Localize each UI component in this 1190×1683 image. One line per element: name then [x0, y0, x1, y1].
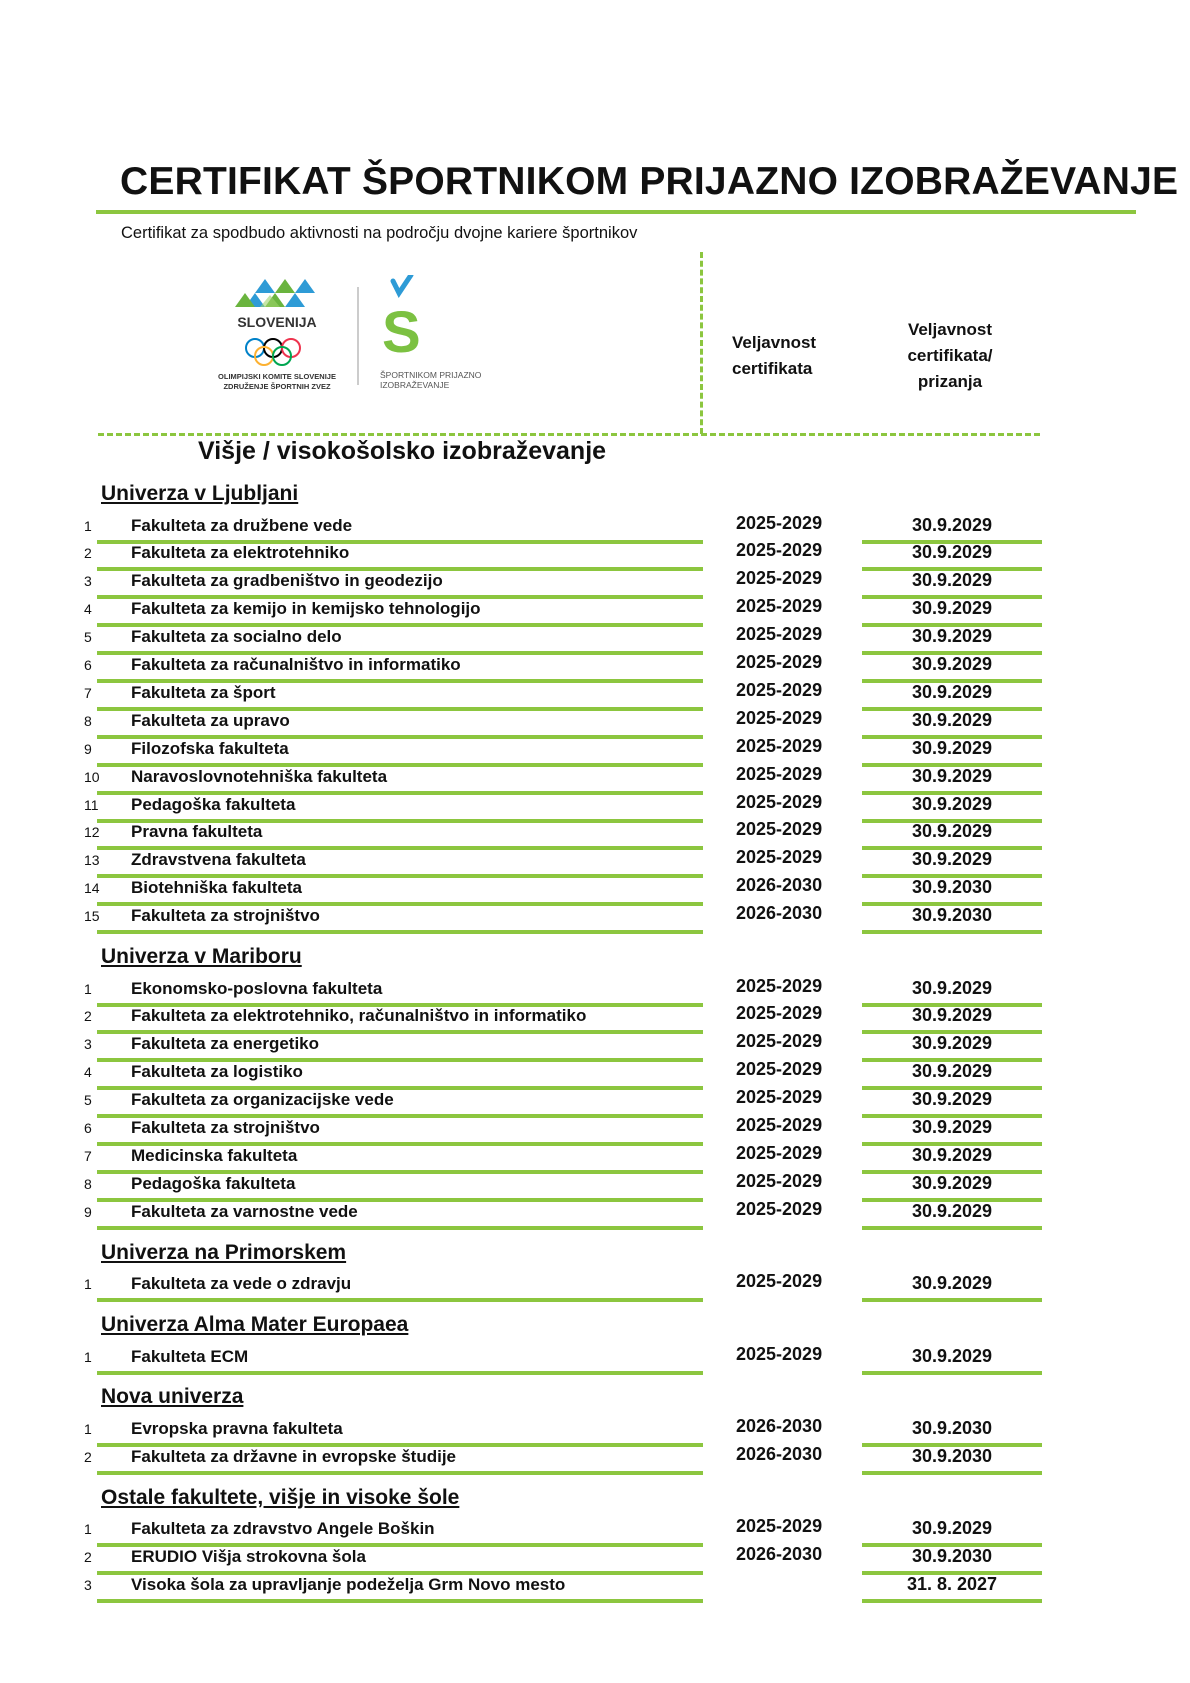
university-heading: Univerza Alma Mater Europaea — [101, 1313, 409, 1336]
institution-name: Fakulteta za zdravstvo Angele Boškin — [131, 1519, 435, 1539]
row-number: 3 — [84, 1577, 92, 1593]
certificate-period: 2026-2030 — [736, 1443, 823, 1464]
institution-name: Pedagoška fakulteta — [131, 1173, 296, 1193]
institution-name: Fakulteta za energetiko — [131, 1034, 320, 1054]
institution-name: Fakulteta za upravo — [131, 710, 290, 730]
recognition-valid-until: 30.9.2029 — [911, 514, 993, 535]
certificate-period: 2025-2029 — [736, 624, 823, 645]
recognition-valid-until: 30.9.2029 — [911, 598, 993, 619]
row-number: 1 — [84, 1521, 92, 1538]
certificate-period: 2025-2029 — [736, 735, 823, 756]
document-title: CERTIFIKAT ŠPORTNIKOM PRIJAZNO IZOBRAŽEVANJE — [120, 160, 1179, 203]
row-number: 7 — [84, 684, 92, 701]
row-underline-left — [97, 930, 703, 934]
certificate-period: 2025-2029 — [736, 1059, 823, 1080]
svg-text:S: S — [382, 300, 421, 365]
recognition-valid-until: 30.9.2029 — [911, 1200, 993, 1221]
certificate-period: 2026-2030 — [736, 875, 823, 896]
university-heading: Univerza na Primorskem — [101, 1240, 347, 1264]
section-title: Višje / visokošolsko izobraževanje — [198, 437, 607, 465]
column-header-recognition-line2: certifikata/ — [907, 346, 993, 365]
certificate-period: 2025-2029 — [736, 791, 823, 812]
recognition-valid-until: 30.9.2029 — [911, 1345, 993, 1366]
certificate-period: 2025-2029 — [736, 1087, 823, 1108]
certificate-period: 2025-2029 — [736, 1198, 823, 1219]
certificate-period: 2025-2029 — [736, 1142, 823, 1163]
column-header-recognition-line3: prizanja — [917, 372, 983, 391]
header-divider-vertical — [700, 252, 703, 434]
row-number: 1 — [84, 1348, 92, 1365]
institution-name: Zdravstvena fakulteta — [131, 850, 306, 870]
spi-logo-line1: ŠPORTNIKOM PRIJAZNO — [380, 370, 482, 380]
institution-name: Fakulteta za kemijo in kemijsko tehnologijo — [131, 599, 481, 619]
institution-name: Fakulteta za elektrotehniko — [131, 543, 350, 563]
institution-name: Naravoslovnotehniška fakulteta — [131, 766, 388, 786]
column-header-recognition-line1: Veljavnost — [907, 320, 993, 339]
row-number: 1 — [84, 517, 92, 534]
row-number: 3 — [84, 1036, 92, 1053]
certificate-period: 2025-2029 — [736, 819, 823, 840]
row-number: 3 — [84, 573, 92, 590]
recognition-valid-until: 30.9.2029 — [911, 977, 993, 998]
recognition-valid-until: 30.9.2029 — [911, 1033, 993, 1054]
spi-logo-icon — [382, 275, 421, 365]
institution-name: Fakulteta za logistiko — [131, 1062, 303, 1082]
row-number: 2 — [84, 545, 92, 562]
recognition-valid-until: 30.9.2029 — [911, 793, 993, 814]
row-number: 6 — [84, 657, 92, 673]
certificate-period: 2025-2029 — [736, 1271, 823, 1292]
row-underline-left — [97, 1371, 703, 1375]
row-underline-right — [862, 930, 1042, 934]
university-heading: Nova univerza — [101, 1385, 244, 1409]
institution-name: Evropska pravna fakulteta — [131, 1418, 343, 1438]
row-number: 4 — [84, 601, 92, 618]
certificate-period: 2025-2029 — [736, 847, 823, 868]
osc-org-line1: OLIMPIJSKI KOMITE SLOVENIJE — [218, 372, 336, 381]
recognition-valid-until: 30.9.2029 — [911, 681, 993, 702]
university-heading: Univerza v Ljubljani — [101, 482, 299, 505]
row-number: 5 — [84, 1092, 92, 1109]
institution-name: Fakulteta za šport — [131, 682, 276, 702]
institution-name: Fakulteta za socialno delo — [131, 627, 342, 647]
institution-name: Visoka šola za upravljanje podeželja Grm Novo mesto — [131, 1575, 566, 1594]
certificate-period: 2025-2029 — [736, 1516, 823, 1537]
row-number: 15 — [84, 908, 100, 925]
row-number: 1 — [84, 1420, 92, 1437]
institution-name: Fakulteta za strojništvo — [131, 906, 320, 926]
row-number: 1 — [84, 1276, 92, 1293]
recognition-valid-until: 30.9.2029 — [911, 1005, 993, 1026]
institution-name: Fakulteta za varnostne vede — [131, 1201, 358, 1221]
institution-name: Fakulteta za vede o zdravju — [131, 1274, 352, 1294]
university-heading: Ostale fakultete, višje in visoke šole — [101, 1485, 460, 1509]
institution-name: Pravna fakulteta — [131, 822, 263, 842]
certificate-period: 2025-2029 — [736, 679, 823, 700]
institution-name: Pedagoška fakulteta — [131, 794, 296, 814]
header-divider-horizontal — [98, 433, 1040, 436]
recognition-valid-until: 30.9.2029 — [911, 737, 993, 758]
row-underline-left — [97, 1298, 703, 1302]
institution-name: Fakulteta za družbene vede — [131, 515, 353, 535]
row-number: 6 — [84, 1120, 92, 1136]
row-number: 4 — [84, 1064, 92, 1081]
spi-logo-line2: IZOBRAŽEVANJE — [380, 380, 450, 390]
recognition-valid-until: 30.9.2030 — [911, 905, 993, 926]
institution-name: Ekonomsko-poslovna fakulteta — [131, 978, 383, 998]
certificate-period: 2025-2029 — [736, 1003, 823, 1024]
recognition-valid-until: 30.9.2029 — [911, 1117, 993, 1137]
row-underline-left — [97, 1226, 703, 1230]
osc-mountain-logo — [235, 279, 315, 307]
recognition-valid-until: 30.9.2029 — [911, 1273, 993, 1294]
osc-logo-text: SLOVENIJA — [237, 314, 317, 330]
recognition-valid-until: 30.9.2030 — [911, 1417, 993, 1438]
certificate-period: 2025-2029 — [736, 512, 823, 533]
row-underline-right — [862, 1371, 1042, 1375]
recognition-valid-until: 31. 8. 2027 — [906, 1574, 998, 1594]
column-header-validity-line2: certifikata — [732, 359, 813, 378]
recognition-valid-until: 30.9.2030 — [911, 1546, 993, 1567]
title-underline — [96, 210, 1136, 214]
institution-name: Filozofska fakulteta — [131, 738, 289, 758]
recognition-valid-until: 30.9.2029 — [911, 765, 993, 786]
certificate-period: 2025-2029 — [736, 1115, 823, 1135]
institution-name: Fakulteta za državne in evropske študije — [131, 1446, 457, 1466]
row-number: 9 — [84, 740, 92, 757]
row-number: 2 — [84, 1549, 92, 1566]
logos — [215, 275, 535, 400]
certificate-period: 2025-2029 — [736, 763, 823, 784]
row-number: 2 — [84, 1448, 92, 1465]
certificate-period: 2025-2029 — [736, 1031, 823, 1052]
recognition-valid-until: 30.9.2030 — [911, 877, 993, 898]
row-underline-right — [862, 1298, 1042, 1302]
olympic-rings-icon — [246, 339, 300, 365]
row-number: 2 — [84, 1008, 92, 1025]
certificate-period: 2025-2029 — [736, 652, 823, 672]
certificate-period: 2026-2030 — [736, 1544, 823, 1565]
university-heading: Univerza v Mariboru — [101, 945, 302, 968]
recognition-valid-until: 30.9.2029 — [911, 821, 993, 842]
certificate-period: 2025-2029 — [736, 1170, 823, 1191]
row-number: 14 — [84, 880, 100, 897]
certificate-period: 2026-2030 — [736, 903, 823, 924]
recognition-valid-until: 30.9.2029 — [911, 849, 993, 870]
document-subtitle: Certifikat za spodbudo aktivnosti na področju dvojne kariere športnikov — [121, 224, 638, 242]
row-number: 8 — [84, 1175, 92, 1192]
recognition-valid-until: 30.9.2029 — [911, 570, 993, 591]
certificate-period: 2025-2029 — [736, 568, 823, 589]
column-header-validity — [732, 330, 842, 382]
recognition-valid-until: 30.9.2030 — [911, 1445, 993, 1466]
row-number: 9 — [84, 1203, 92, 1220]
row-number: 11 — [84, 796, 99, 813]
recognition-valid-until: 30.9.2029 — [911, 1172, 993, 1193]
institution-name: Fakulteta za strojništvo — [131, 1118, 320, 1137]
row-underline-left — [97, 1471, 703, 1475]
osc-org-line2: ZDRUŽENJE ŠPORTNIH ZVEZ — [223, 382, 331, 391]
institution-name: Fakulteta za računalništvo in informatiko — [131, 655, 461, 674]
row-number: 13 — [84, 852, 100, 869]
certificate-period: 2025-2029 — [736, 540, 823, 561]
row-number: 10 — [84, 768, 100, 785]
institution-name: Fakulteta za elektrotehniko, računalništvo in informatiko — [131, 1006, 587, 1026]
certificate-period: 2025-2029 — [736, 1343, 823, 1364]
recognition-valid-until: 30.9.2029 — [911, 1518, 993, 1539]
recognition-valid-until: 30.9.2029 — [911, 654, 993, 674]
institution-name: Fakulteta za gradbeništvo in geodezijo — [131, 571, 443, 591]
row-number: 1 — [84, 980, 92, 997]
row-underline-right — [862, 1471, 1042, 1475]
institution-name: Medicinska fakulteta — [131, 1145, 298, 1165]
row-number: 5 — [84, 629, 92, 646]
recognition-valid-until: 30.9.2029 — [911, 542, 993, 563]
institution-name: Fakulteta ECM — [131, 1346, 249, 1366]
institution-name: ERUDIO Višja strokovna šola — [131, 1547, 366, 1567]
row-number: 7 — [84, 1147, 92, 1164]
recognition-valid-until: 30.9.2029 — [911, 1144, 993, 1165]
row-number: 8 — [84, 712, 92, 729]
certificate-period: 2025-2029 — [736, 707, 823, 728]
recognition-valid-until: 30.9.2029 — [911, 1089, 993, 1110]
column-header-validity-line1: Veljavnost — [732, 333, 817, 352]
row-underline-right — [862, 1226, 1042, 1230]
recognition-valid-until: 30.9.2029 — [911, 626, 993, 647]
certificate-period: 2025-2029 — [736, 975, 823, 996]
institution-name: Fakulteta za organizacijske vede — [131, 1090, 394, 1110]
column-header-recognition — [880, 317, 1020, 395]
row-number: 12 — [84, 824, 100, 841]
row-underline-left — [97, 1599, 703, 1603]
certificate-period: 2026-2030 — [736, 1415, 823, 1436]
institution-name: Biotehniška fakulteta — [131, 878, 302, 898]
certificate-period: 2025-2029 — [736, 596, 823, 617]
recognition-valid-until: 30.9.2029 — [911, 709, 993, 730]
row-underline-right — [862, 1599, 1042, 1603]
recognition-valid-until: 30.9.2029 — [911, 1061, 993, 1082]
